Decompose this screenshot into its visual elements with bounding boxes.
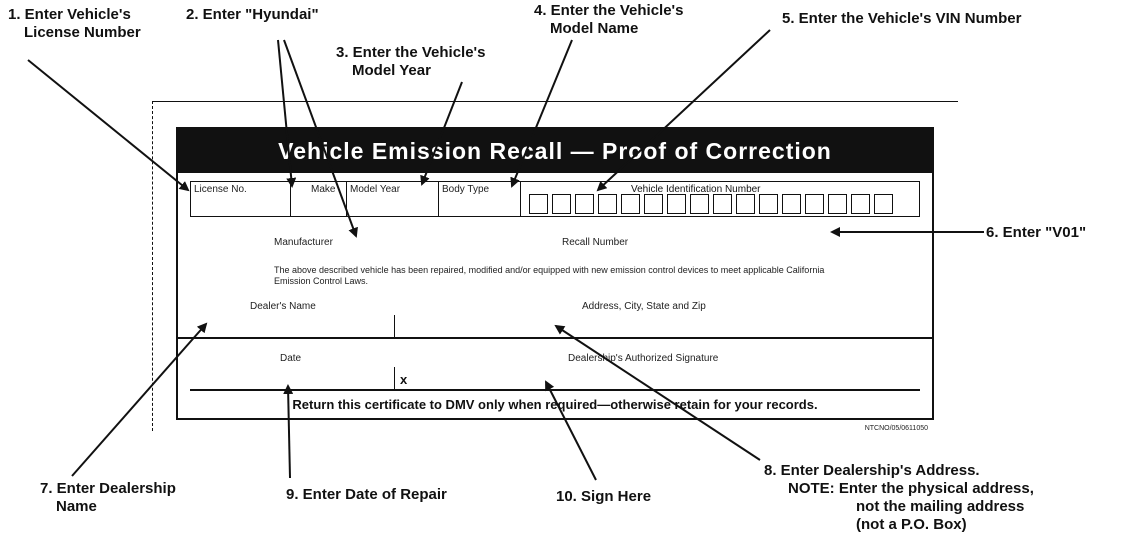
annotation-3-line-1: 3. Enter the Vehicle's: [336, 44, 486, 61]
arrow-5: [598, 30, 770, 190]
license-number-label: License No.: [194, 184, 247, 195]
arrow-2b: [284, 40, 356, 236]
annotation-1-line-2: License Number: [24, 24, 141, 41]
signature-x-mark[interactable]: x: [400, 372, 408, 387]
arrow-1: [28, 60, 188, 190]
form-code: NTCNO/05/0611050: [864, 425, 928, 432]
annotation-7-line-2: Name: [56, 498, 97, 515]
model-year-label: Model Year: [350, 184, 401, 195]
annotation-8-line-3: not the mailing address: [856, 498, 1025, 515]
arrow-4: [512, 40, 572, 186]
annotation-3-line-2: Model Year: [352, 62, 431, 79]
arrow-8: [556, 326, 760, 460]
annotation-10-text: 10. Sign Here: [556, 488, 652, 505]
manufacturer-label: Manufacturer: [274, 237, 333, 248]
signature-label: Dealership's Authorized Signature: [568, 353, 719, 364]
annotation-8-line-2: NOTE: Enter the physical address,: [788, 480, 1034, 497]
annotation-4-line-2: Model Name: [550, 20, 639, 37]
annotation-1-line-1: 1. Enter Vehicle's: [8, 6, 131, 23]
annotation-7-line-1: 7. Enter Dealership: [40, 480, 176, 497]
arrow-10: [546, 382, 596, 480]
arrow-9: [288, 386, 290, 478]
date-label: Date: [280, 353, 302, 364]
arrow-7: [72, 324, 206, 476]
vin-label: Vehicle Identification Number: [631, 184, 761, 195]
annotation-8-line-4: (not a P.O. Box): [856, 516, 967, 533]
body-type-label: Body Type: [442, 184, 490, 195]
annotation-2-text: 2. Enter "Hyundai": [186, 6, 319, 23]
recall-number-label: Recall Number: [562, 237, 629, 248]
form-title: Vehicle Emission Recall — Proof of Correction: [178, 129, 932, 173]
annotation-9-text: 9. Enter Date of Repair: [286, 486, 447, 503]
certification-statement: The above described vehicle has been repaired, modified and/or equipped with new emission control devices to meet applicable California Emission Control Laws.: [274, 265, 825, 286]
form-footer-instructions: Return this certificate to DMV only when required—otherwise retain for your records.: [292, 397, 818, 412]
dealer-name-label: Dealer's Name: [250, 301, 316, 312]
arrow-2a: [278, 40, 292, 186]
annotation-8-line-1: 8. Enter Dealership's Address.: [764, 462, 980, 479]
arrow-3: [422, 82, 462, 184]
make-label: Make: [311, 184, 336, 195]
annotation-4-line-1: 4. Enter the Vehicle's: [534, 2, 684, 19]
annotation-6-text: 6. Enter "V01": [986, 224, 1087, 241]
dealer-address-label: Address, City, State and Zip: [582, 301, 706, 312]
annotation-5-text: 5. Enter the Vehicle's VIN Number: [782, 10, 1022, 27]
